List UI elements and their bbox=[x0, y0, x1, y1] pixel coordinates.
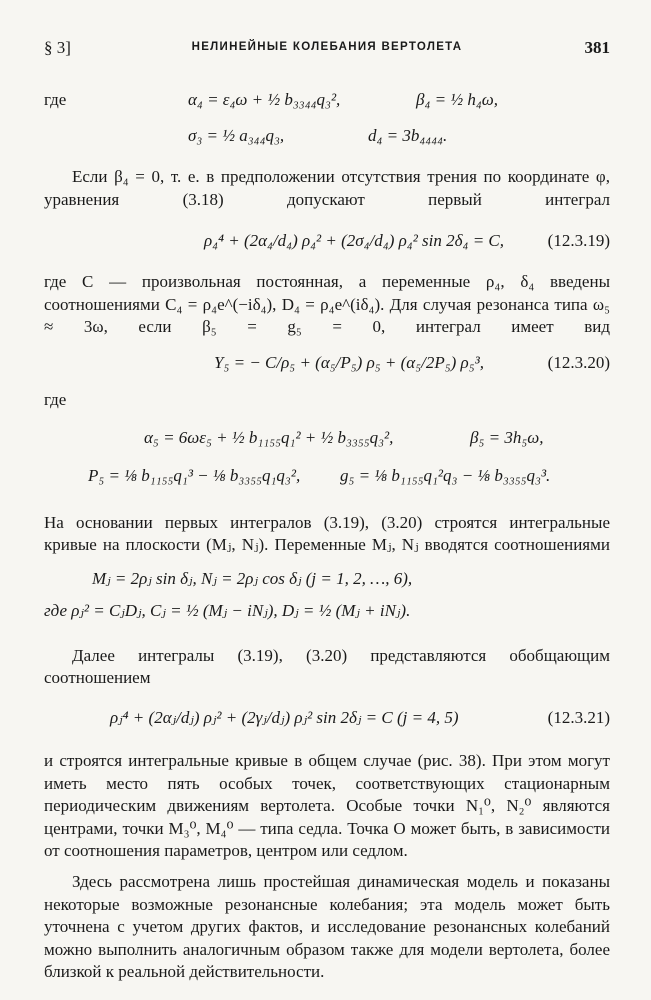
where-label-2: где bbox=[44, 389, 67, 409]
running-header bbox=[44, 38, 610, 64]
equation-general-integral: ρⱼ⁴ + (2αⱼ/dⱼ) ρⱼ² + (2γⱼ/dⱼ) ρⱼ² sin 2δⱼ = C (j = 4, 5) bbox=[110, 707, 459, 727]
equation-row-MN bbox=[44, 563, 610, 597]
equation-sigma3: σ₃ = ½ a₃₄₄q₃, bbox=[188, 126, 285, 145]
equation-row-alpha4 bbox=[44, 86, 610, 120]
equation-beta5: β₅ = 3h₅ω, bbox=[470, 427, 544, 447]
equation-row-alpha5 bbox=[44, 420, 610, 460]
paragraph-4: Далее интегралы (3.19), (3.20) представляются обобщающим соотношением bbox=[44, 645, 610, 688]
paragraph-2: где C — произвольная постоянная, а переменные ρ₄, δ₄ введены соотношениями C₄ = ρ₄e^(−iδ₄), D₄ = ρ₄e^(iδ₄). Для случая резонанса типа ω₅ ≈ 3ω, если β₅ = g₅ = 0, интеграл имеет вид bbox=[44, 272, 610, 337]
equation-number: (12.3.20) bbox=[547, 352, 610, 372]
page bbox=[44, 38, 610, 984]
equation-alpha4: α₄ = ε₄ω + ½ b₃₃₄₄q₃², bbox=[188, 90, 341, 109]
equation-g5: g₅ = ⅛ b₁₁₅₅q₁²q₃ − ⅛ b₃₃₅₅q₃³. bbox=[340, 465, 551, 485]
running-title: НЕЛИНЕЙНЫЕ КОЛЕБАНИЯ ВЕРТОЛЕТА bbox=[191, 41, 463, 53]
page-number: 381 bbox=[584, 38, 610, 57]
paragraph-6: Здесь рассмотрена лишь простейшая динамическая модель и показаны некоторые возможные резонансные колебания; эта модель может быть уточнена с учетом других фактов, и исследование резонансных колебаний можно выполнить аналогичным образом также для модели вертолета, более близкой к реальной действительности. bbox=[44, 871, 610, 982]
equation-rho-definitions: где ρⱼ² = CⱼDⱼ, Cⱼ = ½ (Mⱼ − iNⱼ), Dⱼ = ½ (Mⱼ + iNⱼ). bbox=[44, 600, 411, 620]
equation-row-12-3-20 bbox=[44, 345, 610, 387]
equation-beta4: β₄ = ½ h₄ω, bbox=[416, 90, 499, 109]
equation-Y5: Y₅ = − C/ρ₅ + (α₅/P₅) ρ₅ + (α₅/2P₅) ρ₅³, bbox=[214, 352, 484, 372]
equation-row-12-3-21 bbox=[44, 698, 610, 744]
equation-number: (12.3.19) bbox=[547, 231, 610, 251]
equation-row-12-3-19 bbox=[44, 221, 610, 265]
equation-first-integral: ρ₄⁴ + (2α₄/d₄) ρ₄² + (2σ₄/d₄) ρ₄² sin 2δ₄ = C, bbox=[204, 231, 505, 251]
paragraph-5: и строятся интегральные кривые в общем случае (рис. 38). При этом могут иметь место пять особых точек, соответствующих стационарным периодическим движениям вертолета. Особые точки N₁⁰, N₂⁰ являются центрами, точки M₃⁰, M₄⁰ — типа седла. Точка O может быть, в зависимости от соотношения параметров, центром или седлом. bbox=[44, 750, 610, 861]
section-mark: § 3] bbox=[44, 38, 71, 57]
equation-number: (12.3.21) bbox=[547, 707, 610, 727]
equation-MN: Mⱼ = 2ρⱼ sin δⱼ, Nⱼ = 2ρⱼ cos δⱼ (j = 1, 2, …, 6), bbox=[92, 568, 413, 588]
equation-row-rho bbox=[44, 597, 610, 633]
equation-d4: d₄ = 3b₄₄₄₄. bbox=[368, 126, 448, 145]
where-label: где bbox=[44, 90, 67, 109]
equation-alpha5: α₅ = 6ωε₅ + ½ b₁₁₅₅q₁² + ½ b₃₃₅₅q₃², bbox=[144, 427, 394, 447]
paragraph-3: На основании первых интегралов (3.19), (3.20) строятся интегральные кривые на плоскости (Mⱼ, Nⱼ). Переменные Mⱼ, Nⱼ вводятся соотношениями bbox=[44, 512, 610, 555]
equation-row-sigma3 bbox=[44, 120, 610, 160]
paragraph-1: Если β₄ = 0, т. е. в предположении отсутствия трения по координате φ, уравнения (3.18) допускают первый интеграл bbox=[44, 167, 610, 209]
equation-row-P5 bbox=[44, 460, 610, 500]
equation-P5: P₅ = ⅛ b₁₁₅₅q₁³ − ⅛ b₃₃₅₅q₁q₃², bbox=[88, 465, 301, 485]
